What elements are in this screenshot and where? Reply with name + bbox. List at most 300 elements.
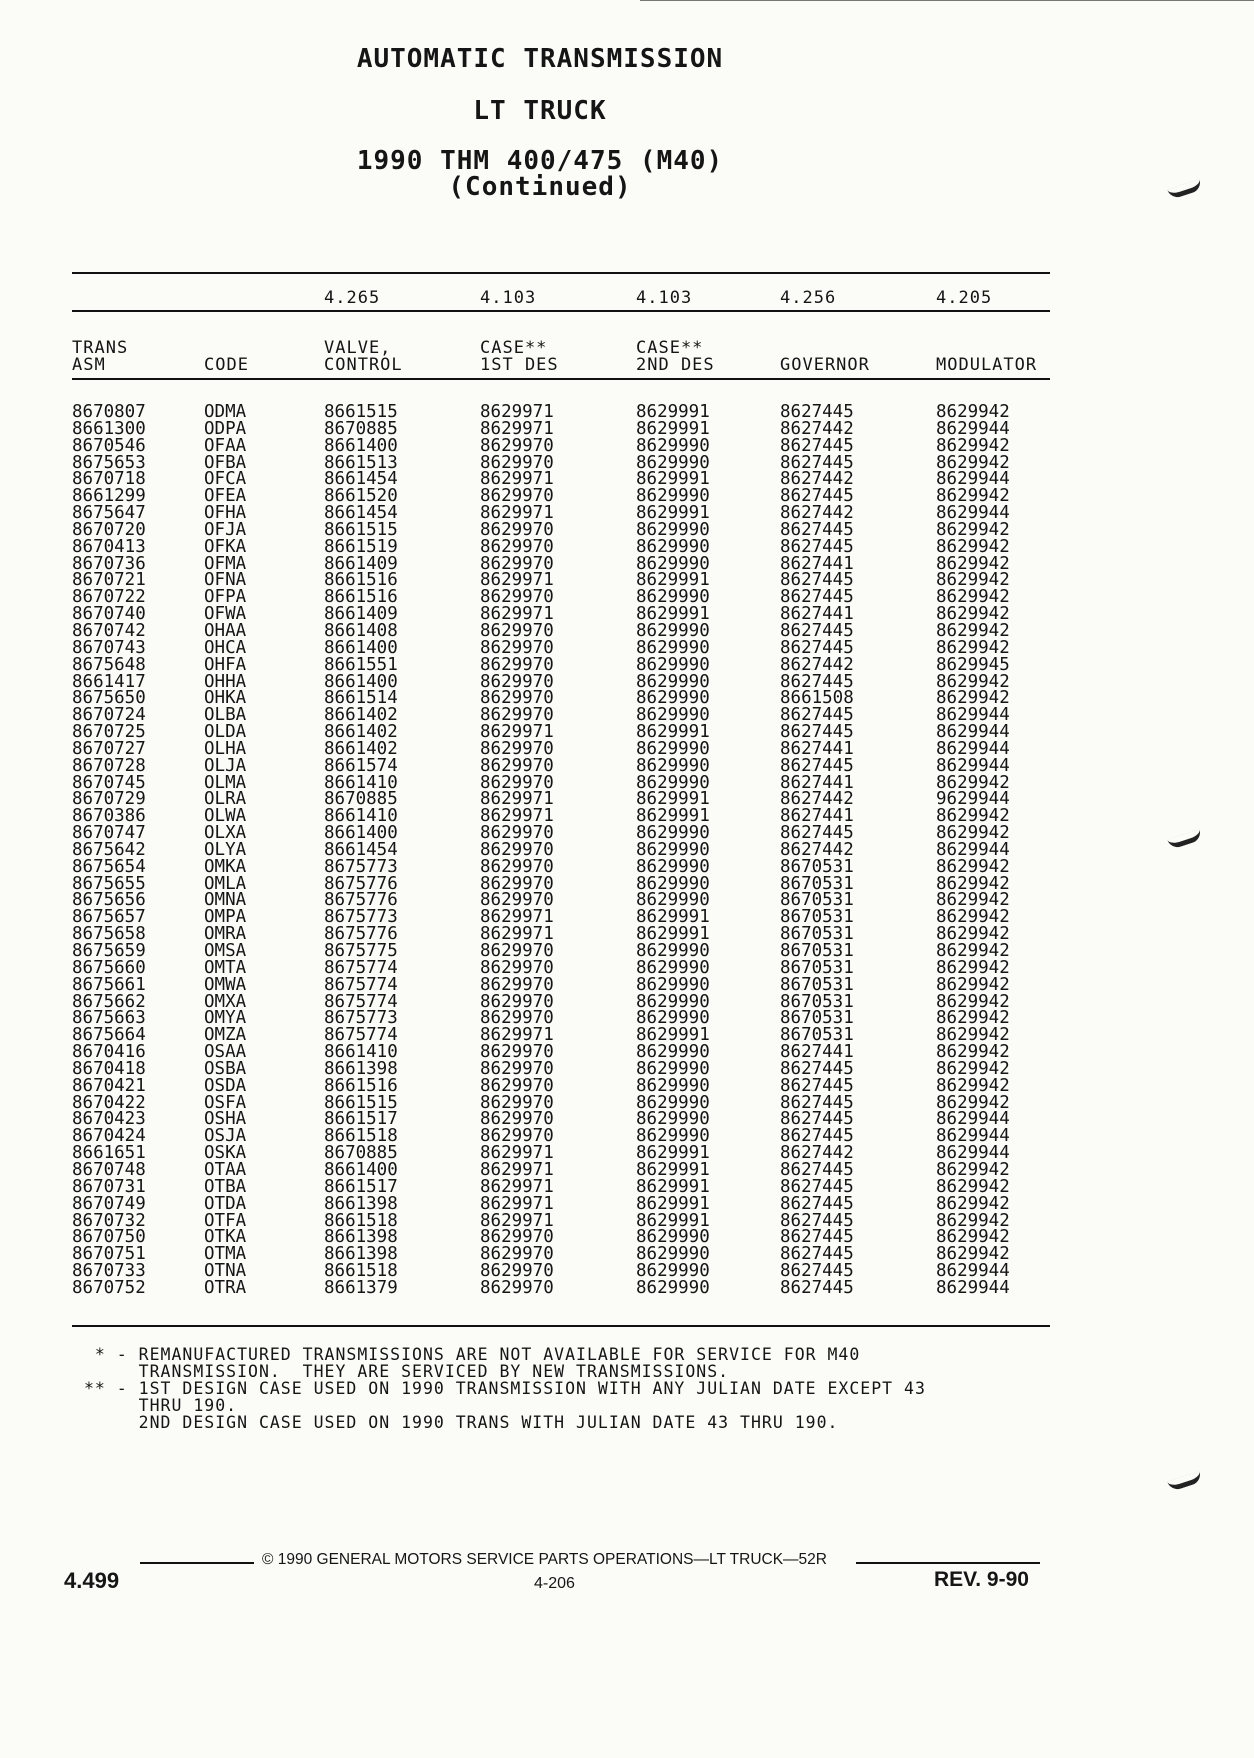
footnote-line: ** - 1ST DESIGN CASE USED ON 1990 TRANSMISSION WITH ANY JULIAN DATE EXCEPT 43 (84, 1379, 926, 1398)
cell-trans-asm: 8670807 (72, 402, 146, 422)
cell-governor: 8627442 (780, 654, 854, 675)
cell-code: OFHA (204, 503, 247, 524)
cell-valve-control: 8661402 (324, 722, 398, 743)
cell-case-1st-des: 8629970 (480, 839, 554, 860)
cell-valve-control: 8661454 (324, 503, 398, 524)
cell-valve-control: 8661515 (324, 402, 398, 422)
table-row (72, 654, 1062, 675)
cell-case-2nd-des: 8629990 (636, 536, 710, 557)
cell-valve-control: 8661408 (324, 620, 398, 641)
cell-code: OTFA (204, 1210, 247, 1231)
cell-modulator: 8629942 (936, 974, 1010, 995)
cell-valve-control: 8661409 (324, 604, 398, 625)
cell-case-1st-des: 8629970 (480, 519, 554, 540)
cell-valve-control: 8661398 (324, 1058, 398, 1079)
cell-modulator: 8629944 (936, 1126, 1010, 1147)
cell-code: OHAA (204, 620, 247, 641)
cell-case-2nd-des: 8629991 (636, 722, 710, 743)
cell-trans-asm: 8675647 (72, 503, 146, 524)
cell-valve-control: 8661517 (324, 1176, 398, 1197)
cell-modulator: 8629942 (936, 941, 1010, 961)
cell-modulator: 8629942 (936, 536, 1010, 557)
cell-trans-asm: 8675663 (72, 1008, 146, 1029)
cell-case-2nd-des: 8629990 (636, 620, 710, 641)
cell-case-2nd-des: 8629990 (636, 823, 710, 844)
cell-valve-control: 8661410 (324, 1042, 398, 1063)
cell-valve-control: 8661516 (324, 1075, 398, 1096)
cell-code: OHFA (204, 654, 247, 675)
cell-code: OTRA (204, 1277, 247, 1298)
cell-governor: 8627442 (780, 789, 854, 810)
cell-governor: 8670531 (780, 890, 854, 911)
cell-trans-asm: 8675656 (72, 890, 146, 911)
cell-trans-asm: 8670752 (72, 1277, 146, 1298)
cell-code: OTMA (204, 1244, 247, 1265)
cell-case-2nd-des: 8629991 (636, 604, 710, 625)
binder-mark-1 (1167, 179, 1203, 200)
cell-case-2nd-des: 8629991 (636, 402, 710, 422)
cell-governor: 8627445 (780, 1277, 854, 1298)
cell-case-1st-des: 8629971 (480, 604, 554, 625)
column-header-trans-line1: TRANS (72, 338, 129, 358)
cell-trans-asm: 8670416 (72, 1042, 146, 1063)
cell-case-2nd-des: 8629990 (636, 1227, 710, 1248)
cell-governor: 8670531 (780, 991, 854, 1012)
cell-modulator: 8629944 (936, 469, 1010, 490)
cell-case-1st-des: 8629971 (480, 418, 554, 439)
cell-valve-control: 8661402 (324, 738, 398, 759)
cell-case-1st-des: 8629970 (480, 1244, 554, 1265)
cell-valve-control: 8661518 (324, 1126, 398, 1147)
cell-case-1st-des: 8629970 (480, 688, 554, 709)
cell-trans-asm: 8675654 (72, 856, 146, 877)
cell-case-1st-des: 8629970 (480, 941, 554, 961)
cell-case-2nd-des: 8629990 (636, 1261, 710, 1282)
cell-governor: 8627445 (780, 1210, 854, 1231)
cell-modulator: 8629942 (936, 1092, 1010, 1113)
cell-code: OLJA (204, 755, 247, 776)
cell-code: OMLA (204, 873, 247, 894)
cell-modulator: 9629944 (936, 789, 1010, 810)
cell-governor: 8627441 (780, 553, 854, 574)
cell-case-2nd-des: 8629991 (636, 570, 710, 591)
cell-modulator: 8629942 (936, 991, 1010, 1012)
cell-valve-control: 8675776 (324, 873, 398, 894)
cell-case-2nd-des: 8629990 (636, 705, 710, 726)
cell-case-1st-des: 8629970 (480, 654, 554, 675)
cell-case-2nd-des: 8629990 (636, 637, 710, 658)
cell-governor: 8627445 (780, 452, 854, 473)
cell-governor: 8627445 (780, 570, 854, 591)
cell-trans-asm: 8670736 (72, 553, 146, 574)
footnote-line: TRANSMISSION. THEY ARE SERVICED BY NEW TRANSMISSIONS. (84, 1362, 730, 1381)
table-row (72, 1277, 1062, 1298)
cell-trans-asm: 8670421 (72, 1075, 146, 1096)
cell-case-1st-des: 8629971 (480, 789, 554, 810)
cell-modulator: 8629942 (936, 486, 1010, 507)
cell-case-2nd-des: 8629990 (636, 839, 710, 860)
footer-section-number: 4.499 (64, 1568, 120, 1593)
footnote-line: THRU 190. (84, 1396, 238, 1415)
cell-case-2nd-des: 8629991 (636, 1193, 710, 1214)
cell-case-1st-des: 8629970 (480, 890, 554, 911)
cell-modulator: 8629942 (936, 519, 1010, 540)
cell-case-2nd-des: 8629991 (636, 469, 710, 490)
cell-case-1st-des: 8629970 (480, 1008, 554, 1029)
cell-case-1st-des: 8629970 (480, 1109, 554, 1130)
cell-code: OMKA (204, 856, 247, 877)
cell-governor: 8627445 (780, 1126, 854, 1147)
table-top-rule (72, 272, 1050, 274)
cell-trans-asm: 8675642 (72, 839, 146, 860)
cell-modulator: 8629942 (936, 435, 1010, 456)
table-bottom-rule (72, 1325, 1050, 1327)
cell-case-2nd-des: 8629990 (636, 957, 710, 978)
cell-modulator: 8629942 (936, 1042, 1010, 1063)
cell-governor: 8670531 (780, 1008, 854, 1029)
cell-case-2nd-des: 8629991 (636, 418, 710, 439)
cell-modulator: 8629944 (936, 1143, 1010, 1164)
cell-case-2nd-des: 8629990 (636, 856, 710, 877)
cell-case-2nd-des: 8629990 (636, 486, 710, 507)
cell-valve-control: 8661400 (324, 671, 398, 692)
cell-trans-asm: 8675657 (72, 907, 146, 928)
cell-code: OTDA (204, 1193, 247, 1214)
cell-case-1st-des: 8629970 (480, 823, 554, 844)
cell-trans-asm: 8670733 (72, 1261, 146, 1282)
cell-modulator: 8629944 (936, 839, 1010, 860)
section-number-rule (72, 310, 1050, 312)
cell-governor: 8627445 (780, 1159, 854, 1180)
cell-valve-control: 8675776 (324, 890, 398, 911)
cell-case-1st-des: 8629971 (480, 1143, 554, 1164)
cell-modulator: 8629942 (936, 1210, 1010, 1231)
cell-modulator: 8629942 (936, 1008, 1010, 1029)
cell-code: OMXA (204, 991, 247, 1012)
cell-case-2nd-des: 8629990 (636, 890, 710, 911)
cell-modulator: 8629942 (936, 587, 1010, 608)
cell-code: OFKA (204, 536, 247, 557)
cell-case-1st-des: 8629970 (480, 1058, 554, 1079)
cell-trans-asm: 8670386 (72, 806, 146, 827)
cell-valve-control: 8670885 (324, 789, 398, 810)
cell-valve-control: 8661400 (324, 823, 398, 844)
cell-case-1st-des: 8629971 (480, 1159, 554, 1180)
cell-valve-control: 8675774 (324, 1025, 398, 1046)
footer-rule-right (856, 1562, 1040, 1564)
cell-governor: 8627445 (780, 1176, 854, 1197)
cell-case-1st-des: 8629970 (480, 553, 554, 574)
cell-case-2nd-des: 8629990 (636, 772, 710, 793)
cell-case-1st-des: 8629970 (480, 1126, 554, 1147)
cell-valve-control: 8670885 (324, 418, 398, 439)
cell-trans-asm: 8670423 (72, 1109, 146, 1130)
footer-revision: REV. 9-90 (934, 1568, 1029, 1591)
cell-modulator: 8629944 (936, 1277, 1010, 1298)
cell-case-2nd-des: 8629991 (636, 907, 710, 928)
table-row (72, 435, 1062, 456)
cell-trans-asm: 8670722 (72, 587, 146, 608)
cell-modulator: 8629942 (936, 604, 1010, 625)
cell-case-1st-des: 8629970 (480, 452, 554, 473)
header-bottom-rule (72, 378, 1050, 380)
cell-trans-asm: 8675658 (72, 924, 146, 945)
cell-valve-control: 8661517 (324, 1109, 398, 1130)
cell-case-1st-des: 8629971 (480, 924, 554, 945)
cell-case-2nd-des: 8629990 (636, 974, 710, 995)
cell-trans-asm: 8670747 (72, 823, 146, 844)
cell-code: OFBA (204, 452, 247, 473)
cell-governor: 8627441 (780, 772, 854, 793)
column-header-case2-line2: 2ND DES (636, 355, 715, 375)
cell-governor: 8627445 (780, 637, 854, 658)
cell-governor: 8627445 (780, 705, 854, 726)
cell-case-1st-des: 8629970 (480, 1075, 554, 1096)
cell-case-1st-des: 8629971 (480, 806, 554, 827)
cell-case-1st-des: 8629971 (480, 570, 554, 591)
cell-modulator: 8629944 (936, 503, 1010, 524)
cell-valve-control: 8670885 (324, 1143, 398, 1164)
cell-code: OTKA (204, 1227, 247, 1248)
cell-code: OFMA (204, 553, 247, 574)
footnote-line: 2ND DESIGN CASE USED ON 1990 TRANS WITH JULIAN DATE 43 THRU 190. (84, 1413, 839, 1432)
cell-valve-control: 8661398 (324, 1227, 398, 1248)
section-number-governor: 4.256 (780, 288, 837, 308)
cell-valve-control: 8661454 (324, 839, 398, 860)
cell-code: OSDA (204, 1075, 247, 1096)
cell-case-1st-des: 8629971 (480, 1176, 554, 1197)
cell-trans-asm: 8675664 (72, 1025, 146, 1046)
cell-governor: 8627445 (780, 536, 854, 557)
cell-modulator: 8629942 (936, 924, 1010, 945)
cell-trans-asm: 8670718 (72, 469, 146, 490)
cell-valve-control: 8661398 (324, 1193, 398, 1214)
cell-trans-asm: 8675662 (72, 991, 146, 1012)
cell-code: OTNA (204, 1261, 247, 1282)
cell-trans-asm: 8670724 (72, 705, 146, 726)
cell-governor: 8627445 (780, 671, 854, 692)
cell-code: OMPA (204, 907, 247, 928)
page-subtitle: LT TRUCK (473, 96, 607, 126)
cell-trans-asm: 8661299 (72, 486, 146, 507)
column-header-trans-line2: ASM (72, 355, 106, 375)
cell-trans-asm: 8670725 (72, 722, 146, 743)
cell-trans-asm: 8670731 (72, 1176, 146, 1197)
cell-trans-asm: 8661300 (72, 418, 146, 439)
cell-case-2nd-des: 8629990 (636, 755, 710, 776)
cell-modulator: 8629942 (936, 907, 1010, 928)
cell-governor: 8627445 (780, 402, 854, 422)
cell-case-2nd-des: 8629990 (636, 1277, 710, 1298)
cell-code: OHKA (204, 688, 247, 709)
cell-case-1st-des: 8629970 (480, 671, 554, 692)
cell-governor: 8627445 (780, 587, 854, 608)
cell-code: OLHA (204, 738, 247, 759)
cell-governor: 8627445 (780, 620, 854, 641)
cell-trans-asm: 8670727 (72, 738, 146, 759)
cell-modulator: 8629944 (936, 705, 1010, 726)
cell-modulator: 8629942 (936, 1075, 1010, 1096)
cell-trans-asm: 8670742 (72, 620, 146, 641)
cell-trans-asm: 8670743 (72, 637, 146, 658)
cell-trans-asm: 8670418 (72, 1058, 146, 1079)
cell-case-2nd-des: 8629991 (636, 1176, 710, 1197)
table-row (72, 1193, 1062, 1214)
cell-valve-control: 8661398 (324, 1244, 398, 1265)
cell-governor: 8670531 (780, 907, 854, 928)
cell-case-1st-des: 8629970 (480, 755, 554, 776)
column-header-case2-line1: CASE** (636, 338, 704, 358)
cell-case-1st-des: 8629970 (480, 957, 554, 978)
cell-valve-control: 8661410 (324, 772, 398, 793)
cell-valve-control: 8661400 (324, 435, 398, 456)
footer-page-number: 4-206 (534, 1575, 575, 1592)
cell-code: OTAA (204, 1159, 247, 1180)
cell-governor: 8627445 (780, 1227, 854, 1248)
cell-code: OFCA (204, 469, 247, 490)
cell-case-1st-des: 8629970 (480, 974, 554, 995)
cell-modulator: 8629944 (936, 418, 1010, 439)
column-header-case1-line2: 1ST DES (480, 355, 559, 375)
cell-governor: 8627445 (780, 755, 854, 776)
footnote-line: * - REMANUFACTURED TRANSMISSIONS ARE NOT AVAILABLE FOR SERVICE FOR M40 (84, 1345, 861, 1364)
model-heading: 1990 THM 400/475 (M40) (356, 146, 724, 176)
cell-code: OMNA (204, 890, 247, 911)
cell-case-2nd-des: 8629990 (636, 1244, 710, 1265)
cell-governor: 8670531 (780, 924, 854, 945)
cell-case-1st-des: 8629970 (480, 637, 554, 658)
cell-code: OLRA (204, 789, 247, 810)
cell-valve-control: 8661518 (324, 1261, 398, 1282)
cell-valve-control: 8661402 (324, 705, 398, 726)
cell-trans-asm: 8670720 (72, 519, 146, 540)
cell-case-2nd-des: 8629990 (636, 738, 710, 759)
cell-case-1st-des: 8629970 (480, 1277, 554, 1298)
cell-case-1st-des: 8629971 (480, 1193, 554, 1214)
cell-trans-asm: 8670751 (72, 1244, 146, 1265)
cell-valve-control: 8675774 (324, 957, 398, 978)
section-number-modulator: 4.205 (936, 288, 993, 308)
cell-case-2nd-des: 8629990 (636, 1008, 710, 1029)
cell-trans-asm: 8675650 (72, 688, 146, 709)
cell-governor: 8627442 (780, 839, 854, 860)
cell-code: OLBA (204, 705, 247, 726)
cell-modulator: 8629944 (936, 738, 1010, 759)
cell-code: OSFA (204, 1092, 247, 1113)
cell-code: OFWA (204, 604, 247, 625)
cell-code: OTBA (204, 1176, 247, 1197)
cell-modulator: 8629942 (936, 671, 1010, 692)
cell-code: OMTA (204, 957, 247, 978)
cell-case-1st-des: 8629971 (480, 402, 554, 422)
cell-governor: 8627441 (780, 1042, 854, 1063)
cell-case-2nd-des: 8629990 (636, 435, 710, 456)
cell-code: OMSA (204, 941, 247, 961)
cell-case-2nd-des: 8629990 (636, 654, 710, 675)
cell-modulator: 8629942 (936, 1058, 1010, 1079)
cell-trans-asm: 8670424 (72, 1126, 146, 1147)
cell-code: OFEA (204, 486, 247, 507)
section-number-case-1st: 4.103 (480, 288, 537, 308)
column-header-code: CODE (204, 355, 249, 375)
cell-governor: 8627445 (780, 1075, 854, 1096)
cell-trans-asm: 8675653 (72, 452, 146, 473)
column-header-valve-line2: CONTROL (324, 355, 403, 375)
cell-case-2nd-des: 8629990 (636, 671, 710, 692)
cell-modulator: 8629942 (936, 688, 1010, 709)
binder-mark-2 (1167, 829, 1203, 850)
cell-governor: 8627445 (780, 1092, 854, 1113)
cell-trans-asm: 8670728 (72, 755, 146, 776)
cell-case-2nd-des: 8629990 (636, 1058, 710, 1079)
cell-case-2nd-des: 8629990 (636, 688, 710, 709)
cell-case-1st-des: 8629971 (480, 1025, 554, 1046)
cell-modulator: 8629942 (936, 957, 1010, 978)
cell-governor: 8627445 (780, 722, 854, 743)
cell-case-2nd-des: 8629991 (636, 1143, 710, 1164)
cell-code: OMWA (204, 974, 247, 995)
cell-case-1st-des: 8629970 (480, 536, 554, 557)
cell-code: OMZA (204, 1025, 247, 1046)
cell-case-2nd-des: 8629991 (636, 1159, 710, 1180)
cell-case-2nd-des: 8629990 (636, 1092, 710, 1113)
cell-code: OMYA (204, 1008, 247, 1029)
cell-code: OLWA (204, 806, 247, 827)
cell-case-2nd-des: 8629990 (636, 452, 710, 473)
cell-code: ODMA (204, 402, 247, 422)
cell-code: OLMA (204, 772, 247, 793)
cell-valve-control: 8675773 (324, 1008, 398, 1029)
cell-code: OFJA (204, 519, 247, 540)
cell-valve-control: 8661379 (324, 1277, 398, 1298)
cell-code: OFNA (204, 570, 247, 591)
cell-case-2nd-des: 8629990 (636, 553, 710, 574)
cell-case-2nd-des: 8629990 (636, 1042, 710, 1063)
cell-case-2nd-des: 8629990 (636, 1075, 710, 1096)
cell-case-1st-des: 8629970 (480, 873, 554, 894)
cell-valve-control: 8661409 (324, 553, 398, 574)
top-edge-line (640, 0, 1254, 1)
cell-code: OSAA (204, 1042, 247, 1063)
cell-case-1st-des: 8629970 (480, 1092, 554, 1113)
cell-trans-asm: 8670748 (72, 1159, 146, 1180)
cell-governor: 8670531 (780, 974, 854, 995)
cell-code: OFPA (204, 587, 247, 608)
cell-case-2nd-des: 8629990 (636, 873, 710, 894)
cell-case-1st-des: 8629971 (480, 469, 554, 490)
cell-valve-control: 8661400 (324, 637, 398, 658)
cell-modulator: 8629942 (936, 1176, 1010, 1197)
cell-trans-asm: 8670729 (72, 789, 146, 810)
cell-valve-control: 8675773 (324, 856, 398, 877)
cell-valve-control: 8661513 (324, 452, 398, 473)
cell-governor: 8661508 (780, 688, 854, 709)
cell-trans-asm: 8670721 (72, 570, 146, 591)
cell-governor: 8627442 (780, 469, 854, 490)
cell-modulator: 8629944 (936, 1109, 1010, 1130)
cell-code: OSBA (204, 1058, 247, 1079)
cell-trans-asm: 8670732 (72, 1210, 146, 1231)
cell-case-2nd-des: 8629991 (636, 789, 710, 810)
cell-trans-asm: 8670749 (72, 1193, 146, 1214)
binder-mark-3 (1167, 1471, 1203, 1492)
cell-trans-asm: 8670413 (72, 536, 146, 557)
cell-modulator: 8629942 (936, 823, 1010, 844)
cell-code: ODPA (204, 418, 247, 439)
cell-valve-control: 8661574 (324, 755, 398, 776)
cell-valve-control: 8675775 (324, 941, 398, 961)
cell-case-1st-des: 8629970 (480, 1042, 554, 1063)
